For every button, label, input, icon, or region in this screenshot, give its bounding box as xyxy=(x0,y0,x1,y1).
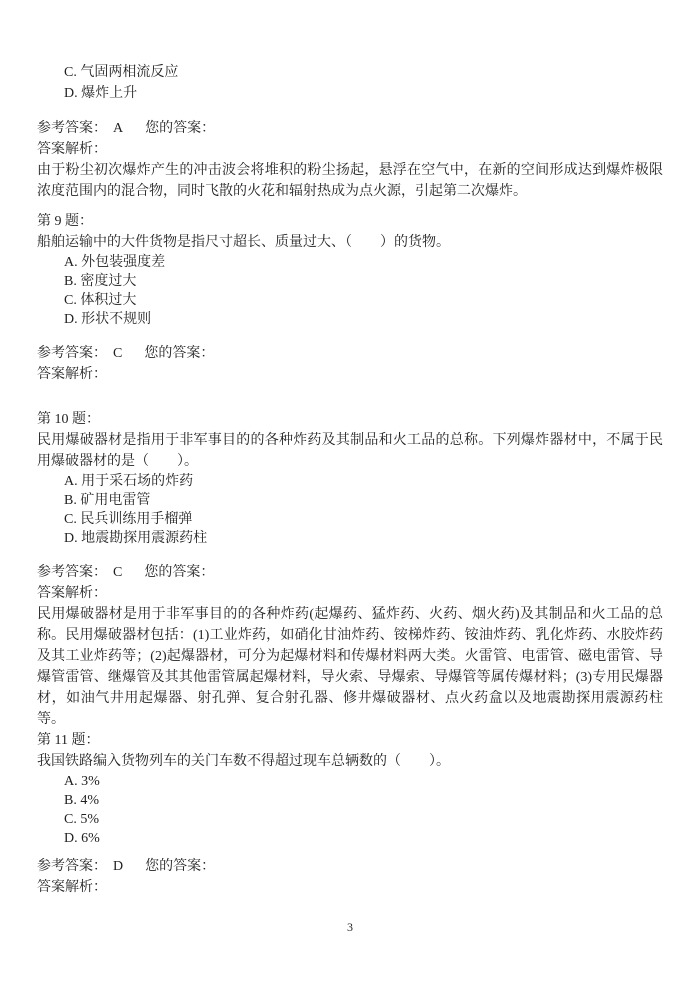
page-number: 3 xyxy=(347,920,353,934)
ref-answer-label: 参考答案： xyxy=(37,859,107,874)
question-block-10 xyxy=(37,409,663,730)
option-a: A. 3% xyxy=(64,774,100,789)
your-answer-label: 您的答案： xyxy=(145,121,216,136)
options-list xyxy=(37,253,663,329)
answer-line xyxy=(37,562,663,583)
option-b: B. 4% xyxy=(64,793,99,808)
explanation-text: 由于粉尘初次爆炸产生的冲击波会将堆积的粉尘扬起，悬浮在空气中，在新的空间形成达到爆炸极限浓度范围内的混合物，同时飞散的火花和辐射热成为点火源，引起第二次爆炸。 xyxy=(37,163,663,199)
explanation-label: 答案解析： xyxy=(37,880,107,895)
explanation-text: 民用爆破器材是用于非军事目的的各种炸药(起爆药、猛炸药、火药、烟火药)及其制品和火工品的总称。民用爆破器材包括：(1)工业炸药，如硝化甘油炸药、铵梯炸药、铵油炸药、乳化炸药、水胶炸药及其工业炸药等；(2)起爆器材，可分为起爆材料和传爆材料两大类。火雷管、电雷管、磁电雷管、导爆管雷管、继爆管及其其他雷管属起爆材料，导火索、导爆索、导爆管等属传爆材料；(3)专用民爆器材，如油气井用起爆器、射孔弹、复合射孔器、修井爆破器材、点火药盒以及地震勘探用震源药柱等。 xyxy=(37,607,663,727)
question-block-9 xyxy=(37,211,663,385)
question-number: 第 11 题： xyxy=(37,733,100,748)
explanation-label: 答案解析： xyxy=(37,586,107,601)
your-answer-label: 您的答案： xyxy=(145,859,216,874)
your-answer-label: 您的答案： xyxy=(144,565,215,580)
ref-answer-label: 参考答案： xyxy=(37,565,107,580)
explanation-label: 答案解析： xyxy=(37,367,107,382)
question-stem: 民用爆破器材是指用于非军事目的的各种炸药及其制品和火工品的总称。下列爆炸器材中，不属于民用爆破器材的是（ ）。 xyxy=(37,433,663,469)
question-number: 第 10 题： xyxy=(37,412,100,427)
option-b: B. 密度过大 xyxy=(64,274,137,289)
question-block-8 xyxy=(37,62,663,202)
option-a: A. 外包装强度差 xyxy=(64,255,166,270)
options-list xyxy=(37,472,663,548)
ref-answer-label: 参考答案： xyxy=(37,346,107,361)
answer-line xyxy=(37,856,663,877)
option-d: D. 形状不规则 xyxy=(64,312,152,327)
ref-answer-value: A xyxy=(113,121,124,136)
ref-answer-value: D xyxy=(113,859,124,874)
your-answer-label: 您的答案： xyxy=(144,346,215,361)
question-stem: 船舶运输中的大件货物是指尺寸超长、质量过大、（ ）的货物。 xyxy=(37,235,450,250)
question-stem: 我国铁路编入货物列车的关门车数不得超过现车总辆数的（ ）。 xyxy=(37,754,450,769)
option-a: A. 用于采石场的炸药 xyxy=(64,474,194,489)
question-number: 第 9 题： xyxy=(37,214,93,229)
option-b: B. 矿用电雷管 xyxy=(64,493,151,508)
ref-answer-value: C xyxy=(113,346,123,361)
answer-line xyxy=(37,343,663,364)
option-d: D. 爆炸上升 xyxy=(64,86,138,101)
option-c: C. 体积过大 xyxy=(64,293,137,308)
option-c: C. 民兵训练用手榴弹 xyxy=(64,512,193,527)
question-block-11 xyxy=(37,730,663,898)
explanation-label: 答案解析： xyxy=(37,142,107,157)
option-d: D. 地震勘探用震源药柱 xyxy=(64,531,208,546)
answer-line xyxy=(37,118,663,139)
ref-answer-label: 参考答案： xyxy=(37,121,107,136)
option-c: C. 5% xyxy=(64,812,99,827)
ref-answer-value: C xyxy=(113,565,123,580)
options-list xyxy=(37,772,663,848)
option-d: D. 6% xyxy=(64,831,100,846)
option-c: C. 气固两相流反应 xyxy=(64,65,179,80)
options-list xyxy=(37,62,663,104)
